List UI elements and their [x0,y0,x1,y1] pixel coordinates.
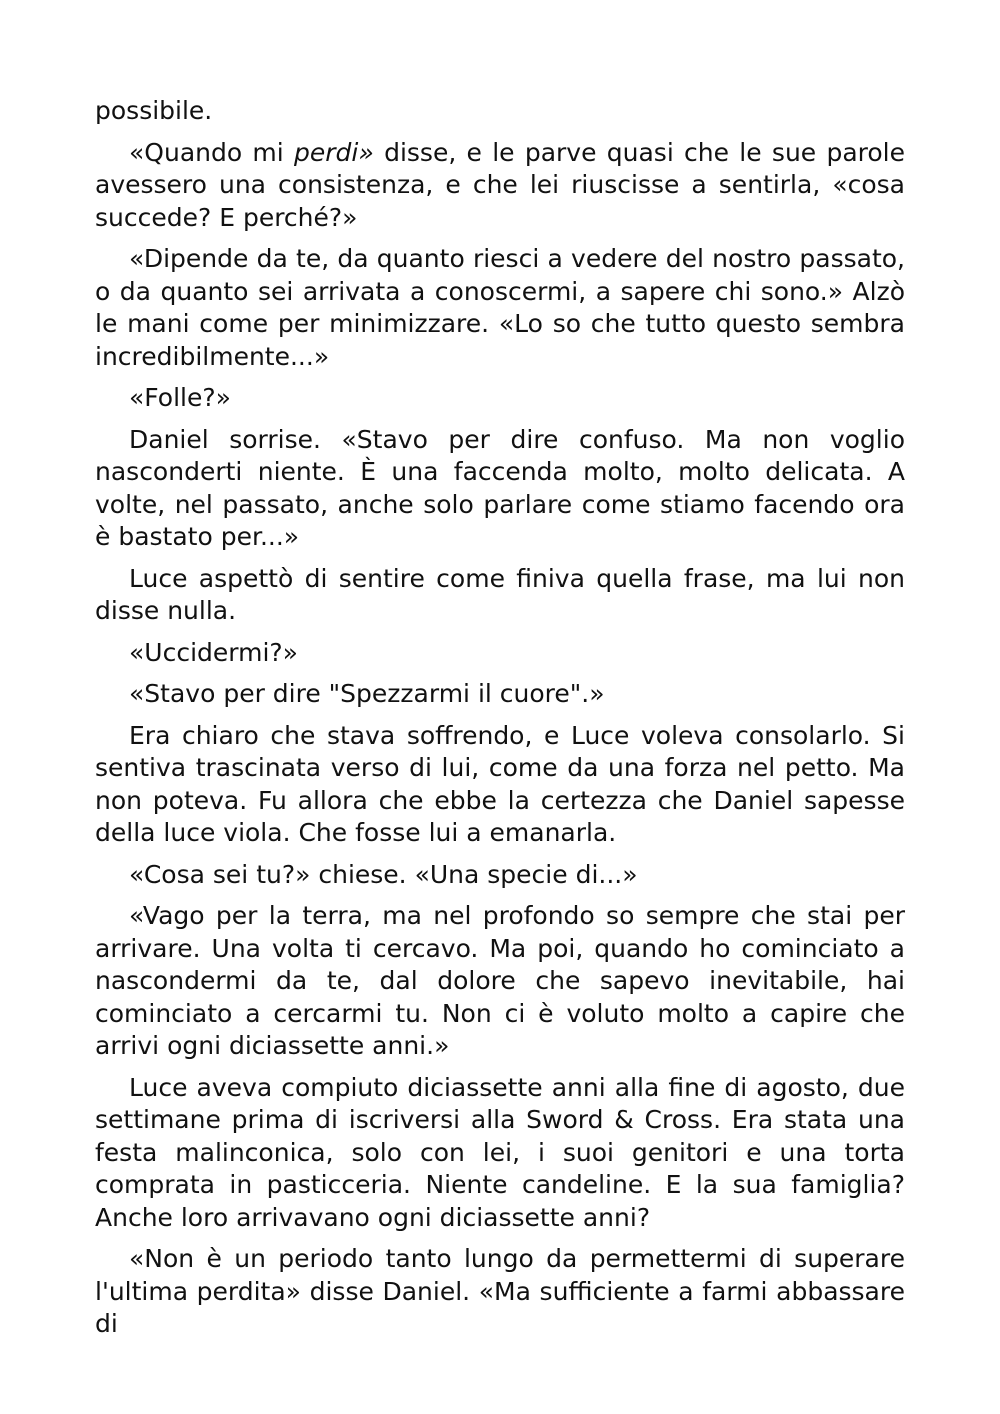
paragraph: «Folle?» [129,383,231,412]
paragraph: Luce aspettò di sentire come finiva quella frase, ma lui non disse nulla. [95,563,905,625]
paragraph [95,137,905,235]
paragraph-text: «Quando mi [129,137,295,167]
paragraph: «Dipende da te, da quanto riesci a vedere del nostro passato, o da quanto sei arrivata a conoscermi, a sapere chi sono.» Alzò le mani come per minimizzare. «Lo so che tutto questo sembra incredibilmente...» [95,244,905,371]
paragraph: possibile. [95,96,213,125]
paragraph: «Cosa sei tu?» chiese. «Una specie di...» [129,859,638,889]
paragraph: «Uccidermi?» [129,637,298,667]
paragraph: «Vago per la terra, ma nel profondo so sempre che stai per arrivare. Una volta ti cercavo. Ma poi, quando ho cominciato a nascondermi da te, dal dolore che sapevo inevitabile, hai cominciato a cercarmi tu. Non ci è voluto molto a capire che arrivi ogni diciassette anni.» [95,901,905,1060]
paragraph: Daniel sorrise. «Stavo per dire confuso. Ma non voglio nasconderti niente. È una faccenda molto, molto delicata. A volte, nel passato, anche solo parlare come stiamo facendo ora è bastato per...» [95,424,905,551]
paragraph-text: disse, e le parve quasi che le sue parole avessero una consistenza, e che lei riuscisse a sentirla, «cosa succede? E perché?» [95,137,905,232]
paragraph: Era chiaro che stava soffrendo, e Luce voleva consolarlo. Si sentiva trascinata verso di lui, come da una forza nel petto. Ma non poteva. Fu allora che ebbe la certezza che Daniel sapesse della luce viola. Che fosse lui a emanarla. [95,720,905,847]
paragraph: «Stavo per dire "Spezzarmi il cuore".» [129,679,605,708]
book-page [95,95,905,1350]
emphasized-word: perdi» [294,137,374,167]
paragraph: «Non è un periodo tanto lungo da permettermi di superare l'ultima perdita» disse Daniel. «Ma sufficiente a farmi abbassare di [95,1244,905,1338]
paragraph: Luce aveva compiuto diciassette anni alla fine di agosto, due settimane prima di iscriversi alla Sword & Cross. Era stata una festa malinconica, solo con lei, i suoi genitori e una torta comprata in pasticceria. Niente candeline. E la sua famiglia? Anche loro arrivavano ogni diciassette anni? [95,1072,905,1232]
